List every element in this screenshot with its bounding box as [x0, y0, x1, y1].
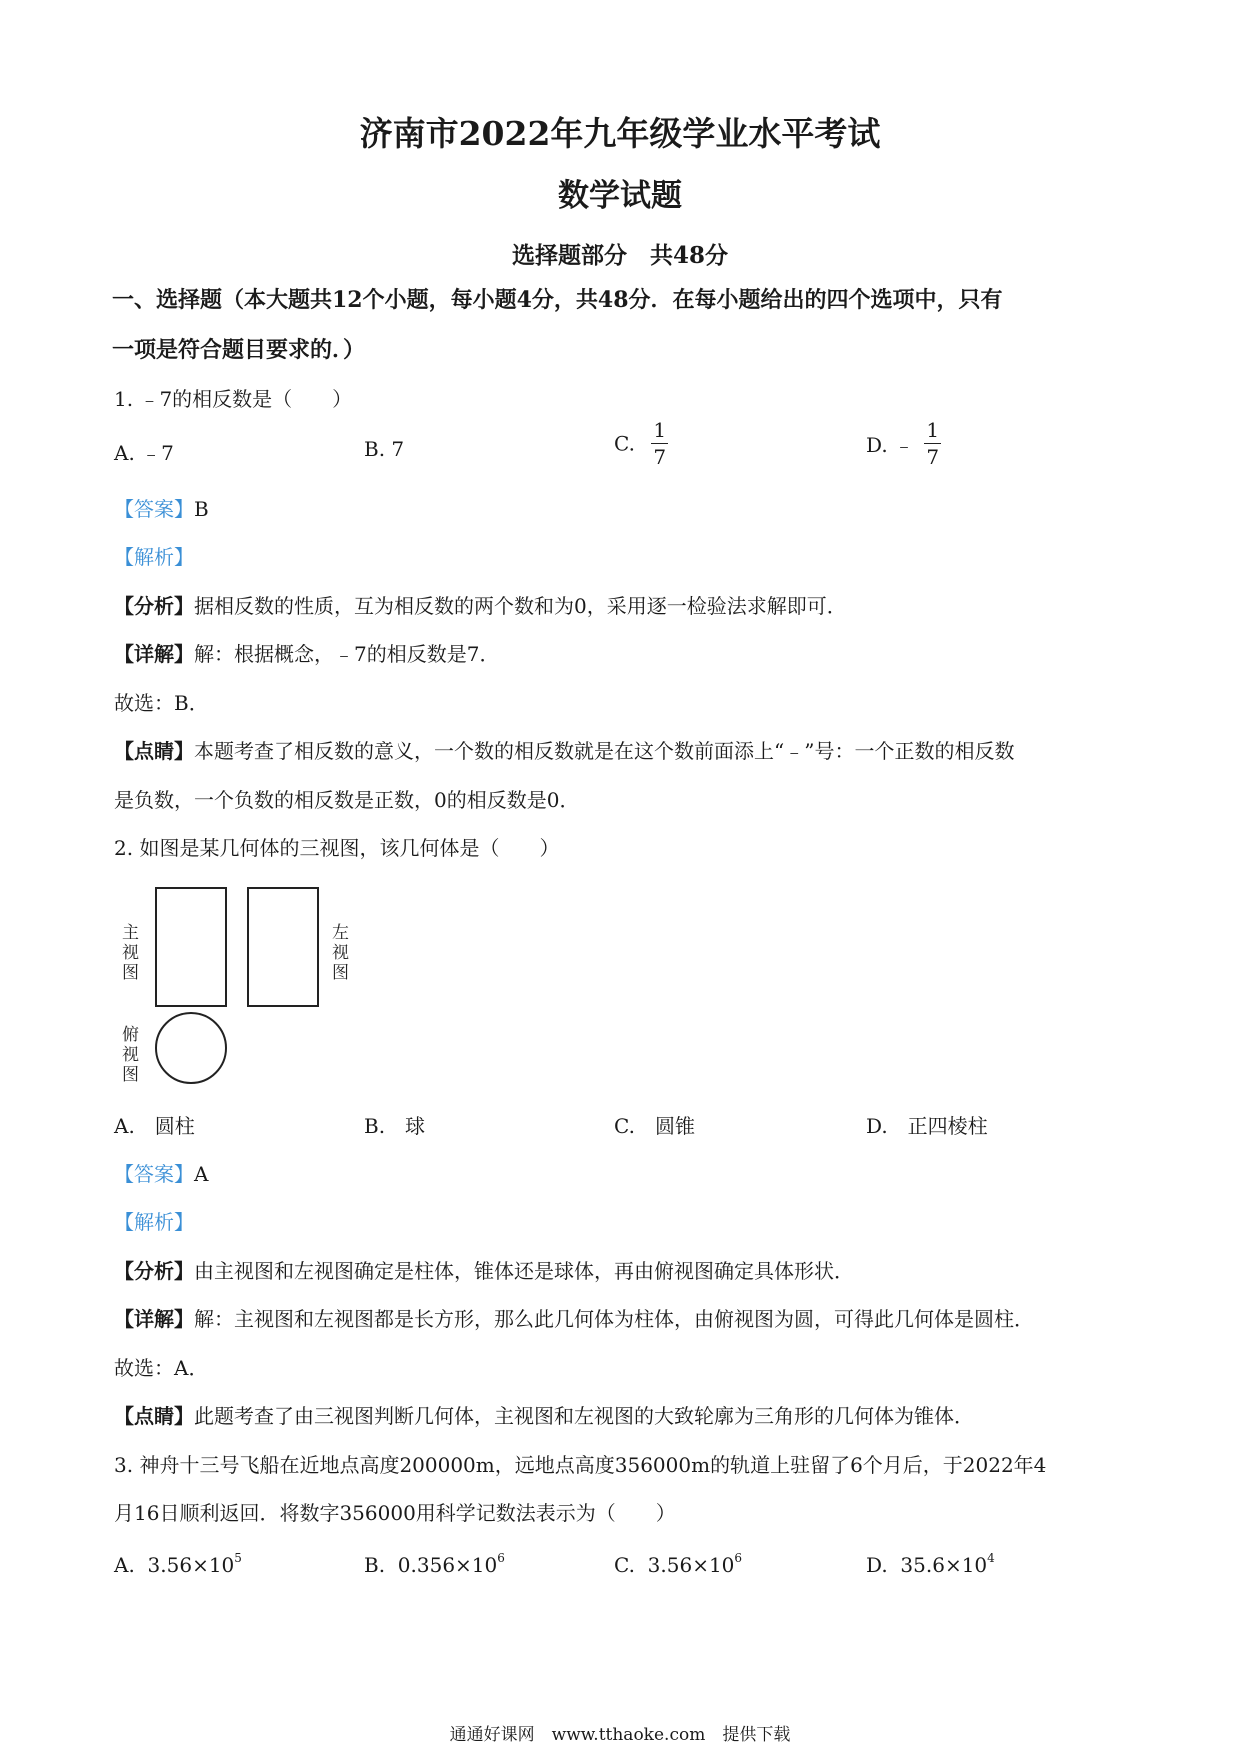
answer-value: B — [194, 497, 209, 521]
q1-xiangjie — [114, 638, 499, 667]
q3-stem-line1: 3. 神舟十三号飞船在近地点高度200000m，远地点高度356000m的轨道上驻留了6个月后，于2022年4 — [114, 1453, 1047, 1477]
left-view-rect — [248, 888, 318, 1006]
part-heading-line2: 一项是符合题目要求的．） — [112, 337, 366, 363]
q1-option-a: A. ﹣7 — [114, 441, 174, 465]
q1-option-d-fraction — [924, 420, 941, 467]
dianjing-text: 此题考查了由三视图判断几何体，主视图和左视图的大致轮廓为三角形的几何体为锥体． — [194, 1404, 974, 1428]
q2-xiangjie — [114, 1303, 1034, 1332]
option-base: 3.56×10 — [647, 1553, 735, 1577]
q2-stem: 2. 如图是某几何体的三视图，该几何体是（ ） — [114, 836, 560, 860]
three-view-figure — [110, 880, 370, 1090]
top-view-circle — [156, 1013, 226, 1083]
option-label: A. — [114, 1553, 135, 1577]
q1-analysis-tag: 【解析】 — [114, 545, 194, 569]
q3-stem-line2: 月16日顺利返回．将数字356000用科学记数法表示为（ ） — [114, 1501, 676, 1525]
q1-option-c — [614, 420, 668, 467]
option-exponent: 5 — [234, 1551, 242, 1566]
q2-option-a: A. 圆柱 — [114, 1114, 195, 1138]
xiangjie-tag: 【详解】 — [114, 642, 194, 666]
q2-option-d: D. 正四棱柱 — [866, 1114, 988, 1138]
fenxi-text: 由主视图和左视图确定是柱体，锥体还是球体，再由俯视图确定具体形状． — [194, 1259, 854, 1283]
q3-option-c — [614, 1553, 742, 1577]
page-subtitle: 数学试题 — [558, 178, 682, 214]
page-footer: 通通好课网 www.tthaoke.com 提供下载 — [449, 1725, 791, 1745]
q1-option-d-label: D. ﹣ — [866, 433, 915, 457]
fenxi-text: 据相反数的性质，互为相反数的两个数和为0，采用逐一检验法求解即可． — [194, 594, 847, 618]
front-view-rect — [156, 888, 226, 1006]
q1-stem: 1. ﹣7的相反数是（ ） — [114, 387, 353, 411]
dianjing-text: 本题考查了相反数的意义，一个数的相反数就是在这个数前面添上“﹣”号：一个正数的相反数 — [194, 739, 1015, 763]
option-base: 0.356×10 — [397, 1553, 498, 1577]
top-view-label: 俯视图 — [122, 1025, 139, 1085]
q1-guxuan: 故选：B． — [114, 691, 209, 715]
section-heading: 选择题部分 共48分 — [511, 242, 728, 269]
fenxi-tag: 【分析】 — [114, 594, 194, 618]
q2-analysis-tag: 【解析】 — [114, 1210, 194, 1234]
q2-option-b: B. 球 — [364, 1114, 426, 1138]
q1-option-b: B. 7 — [364, 437, 405, 461]
q1-dianjing — [114, 735, 1014, 764]
option-base: 35.6×10 — [900, 1553, 988, 1577]
option-exponent: 6 — [497, 1551, 505, 1566]
fenxi-tag: 【分析】 — [114, 1259, 194, 1283]
fraction-numerator: 1 — [926, 418, 940, 442]
option-exponent: 6 — [734, 1551, 743, 1566]
q1-option-c-label: C. — [614, 431, 635, 456]
q1-fenxi — [114, 590, 847, 619]
answer-value: A — [194, 1162, 209, 1186]
fraction-denominator: 7 — [653, 445, 667, 469]
q1-option-c-fraction — [651, 420, 668, 467]
page-title: 济南市2022年九年级学业水平考试 — [359, 114, 881, 153]
q2-option-c: C. 圆锥 — [614, 1114, 695, 1138]
fraction-denominator: 7 — [926, 445, 940, 469]
q3-option-d — [866, 1553, 995, 1577]
q2-dianjing — [114, 1400, 974, 1429]
q3-option-b — [364, 1553, 505, 1577]
dianjing-tag: 【点睛】 — [114, 739, 194, 763]
answer-tag: 【答案】 — [114, 497, 194, 521]
xiangjie-text: 解：根据概念，﹣7的相反数是7． — [194, 642, 500, 666]
option-label: B. — [364, 1553, 386, 1577]
q2-answer — [114, 1158, 208, 1187]
q2-guxuan: 故选：A． — [114, 1356, 209, 1380]
q1-answer — [114, 493, 209, 522]
q1-option-d — [866, 420, 941, 467]
answer-tag: 【答案】 — [114, 1162, 194, 1186]
option-exponent: 4 — [987, 1551, 995, 1566]
xiangjie-text: 解：主视图和左视图都是长方形，那么此几何体为柱体，由俯视图为圆，可得此几何体是圆柱． — [194, 1307, 1034, 1331]
front-view-label: 主视图 — [122, 923, 139, 983]
left-view-label: 左视图 — [332, 923, 349, 983]
q3-option-a — [114, 1553, 242, 1577]
q2-fenxi — [114, 1255, 854, 1284]
xiangjie-tag: 【详解】 — [114, 1307, 194, 1331]
fraction-numerator: 1 — [653, 418, 667, 442]
part-heading-line1: 一、选择题（本大题共12个小题，每小题4分，共48分．在每小题给出的四个选项中，只有 — [112, 287, 1003, 313]
option-label: C. — [614, 1553, 635, 1577]
option-base: 3.56×10 — [147, 1553, 235, 1577]
dianjing-tag: 【点睛】 — [114, 1404, 194, 1428]
q1-dianjing-line2: 是负数，一个负数的相反数是正数，0的相反数是0． — [114, 788, 580, 812]
option-label: D. — [866, 1553, 888, 1577]
